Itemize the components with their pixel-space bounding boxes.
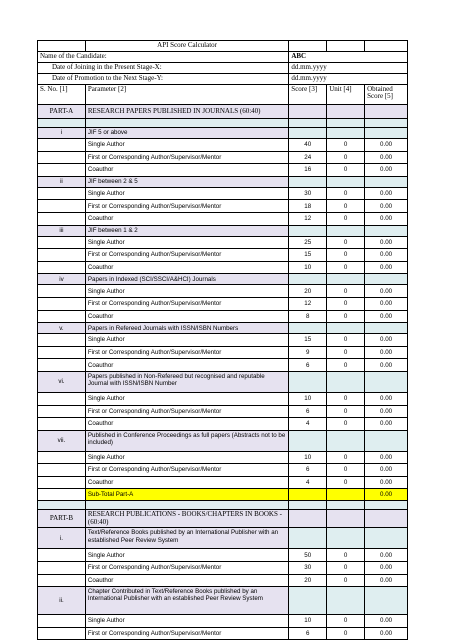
obtained-score-cell: 0.00 <box>365 359 408 372</box>
doj-value[interactable]: dd.mm.yyyy <box>289 63 408 74</box>
title-row <box>37 40 408 52</box>
score-cell <box>289 119 327 128</box>
table-row <box>37 549 408 562</box>
obtained-score-cell: 0.00 <box>365 237 408 250</box>
obtained-score-cell: 0.00 <box>365 477 408 490</box>
parameter-cell: First or Corresponding Author/Supervisor/Mentor <box>86 152 289 165</box>
name-row <box>37 52 408 63</box>
score-cell <box>289 501 327 510</box>
parameter-cell: JIF between 1 & 2 <box>86 226 289 237</box>
parameter-cell: First or Corresponding Author/Supervisor/Mentor <box>86 562 289 575</box>
obtained-score-cell <box>365 587 408 615</box>
table-row <box>37 477 408 490</box>
parameter-cell: Single Author <box>86 393 289 406</box>
sno-cell: ii. <box>38 587 86 615</box>
parameter-cell: RESEARCH PUBLICATIONS - BOOKS/CHAPTERS IN BOOKS - (60:40) <box>86 510 289 528</box>
obtained-score-cell: 0.00 <box>365 347 408 360</box>
sno-cell <box>38 452 86 465</box>
sno-cell: i <box>38 128 86 139</box>
table-row <box>37 615 408 628</box>
category-row <box>37 323 408 334</box>
obtained-score-cell <box>365 128 408 139</box>
obtained-score-cell: 0.00 <box>365 213 408 226</box>
obtained-score-cell: 0.00 <box>365 249 408 262</box>
score-cell: 12 <box>289 298 327 311</box>
unit-cell[interactable]: 0 <box>327 285 365 298</box>
sno-cell <box>38 119 86 128</box>
part-row <box>37 105 408 119</box>
obtained-score-cell: 0.00 <box>365 188 408 201</box>
score-cell <box>289 105 327 119</box>
obtained-score-cell: 0.00 <box>365 562 408 575</box>
sno-cell <box>38 200 86 213</box>
obtained-score-cell <box>365 372 408 393</box>
dop-value[interactable]: dd.mm.yyyy <box>289 74 408 85</box>
table-row <box>37 213 408 226</box>
obtained-score-cell: 0.00 <box>365 298 408 311</box>
table-row <box>37 334 408 347</box>
parameter-cell: Coauthor <box>86 262 289 275</box>
sno-cell: PART-A <box>38 105 86 119</box>
score-cell: 15 <box>289 249 327 262</box>
score-cell: 20 <box>289 285 327 298</box>
spacer-row <box>37 119 408 128</box>
score-cell <box>289 128 327 139</box>
obtained-score-cell: 0.00 <box>365 489 408 501</box>
empty-cell[interactable] <box>289 41 327 52</box>
category-row <box>37 274 408 285</box>
parameter-cell: Papers in Refereed Journals with ISSN/ISBN Numbers <box>86 323 289 334</box>
empty-cell[interactable] <box>38 41 86 52</box>
sno-cell: ii <box>38 177 86 188</box>
parameter-cell: Coauthor <box>86 418 289 431</box>
sno-cell <box>38 285 86 298</box>
score-cell: 8 <box>289 311 327 324</box>
table-row <box>37 188 408 201</box>
obtained-score-cell: 0.00 <box>365 406 408 419</box>
parameter-cell: Coauthor <box>86 164 289 177</box>
table-row <box>37 298 408 311</box>
sno-cell <box>38 152 86 165</box>
unit-cell <box>327 372 365 393</box>
sno-cell <box>38 311 86 324</box>
obtained-score-cell: 0.00 <box>365 418 408 431</box>
table-row <box>37 452 408 465</box>
sno-cell <box>38 298 86 311</box>
category-row <box>37 528 408 549</box>
sno-cell: PART-B <box>38 510 86 528</box>
score-cell: 10 <box>289 393 327 406</box>
sheet-title: API Score Calculator <box>86 41 289 52</box>
sno-cell <box>38 575 86 588</box>
obtained-score-cell: 0.00 <box>365 334 408 347</box>
score-cell <box>289 528 327 549</box>
parameter-cell: Coauthor <box>86 311 289 324</box>
parameter-cell: First or Corresponding Author/Supervisor/Mentor <box>86 628 289 640</box>
parameter-cell: First or Corresponding Author/Supervisor/Mentor <box>86 200 289 213</box>
obtained-score-cell <box>365 528 408 549</box>
parameter-cell: Coauthor <box>86 359 289 372</box>
dop-label: Date of Promotion to the Next Stage-Y: <box>38 74 289 85</box>
score-cell <box>289 489 327 501</box>
obtained-score-cell <box>365 177 408 188</box>
score-cell <box>289 431 327 452</box>
category-row <box>37 372 408 393</box>
score-cell: 15 <box>289 334 327 347</box>
table-row <box>37 200 408 213</box>
score-cell: 30 <box>289 188 327 201</box>
table-row <box>37 464 408 477</box>
score-cell <box>289 510 327 528</box>
sno-cell: v. <box>38 323 86 334</box>
sno-cell: vi. <box>38 372 86 393</box>
unit-cell <box>327 119 365 128</box>
score-cell: 9 <box>289 347 327 360</box>
unit-cell[interactable]: 0 <box>327 418 365 431</box>
sno-cell <box>38 213 86 226</box>
table-row <box>37 628 408 640</box>
table-row <box>37 359 408 372</box>
obtained-score-cell: 0.00 <box>365 549 408 562</box>
dop-row <box>37 74 408 85</box>
score-cell: 10 <box>289 262 327 275</box>
unit-cell <box>327 587 365 615</box>
sno-cell: i. <box>38 528 86 549</box>
obtained-score-cell: 0.00 <box>365 615 408 628</box>
obtained-score-cell: 0.00 <box>365 311 408 324</box>
score-cell: 6 <box>289 406 327 419</box>
sno-cell <box>38 164 86 177</box>
unit-cell[interactable]: 0 <box>327 359 365 372</box>
table-row <box>37 249 408 262</box>
name-label: Name of the Candidate: <box>38 52 289 63</box>
api-score-sheet <box>37 40 408 640</box>
table-row <box>37 152 408 165</box>
parameter-cell <box>86 119 289 128</box>
score-cell: 6 <box>289 628 327 640</box>
obtained-score-cell <box>365 226 408 237</box>
obtained-score-cell <box>365 274 408 285</box>
parameter-cell: Sub-Total Part-A <box>86 489 289 501</box>
score-cell: 12 <box>289 213 327 226</box>
obtained-score-cell: 0.00 <box>365 200 408 213</box>
category-row <box>37 431 408 452</box>
parameter-cell: Single Author <box>86 237 289 250</box>
header-sno: S. No. [1] <box>38 85 86 105</box>
category-row <box>37 177 408 188</box>
sno-cell <box>38 464 86 477</box>
unit-cell[interactable]: 0 <box>327 575 365 588</box>
obtained-score-cell: 0.00 <box>365 164 408 177</box>
parameter-cell: Single Author <box>86 139 289 152</box>
unit-cell[interactable]: 0 <box>327 393 365 406</box>
parameter-cell: Single Author <box>86 452 289 465</box>
unit-cell[interactable]: 0 <box>327 452 365 465</box>
parameter-cell: Single Author <box>86 188 289 201</box>
parameter-cell: Text/Reference Books published by an International Publisher with an established Peer Review System <box>86 528 289 549</box>
table-row <box>37 285 408 298</box>
unit-cell <box>327 528 365 549</box>
unit-cell[interactable]: 0 <box>327 262 365 275</box>
obtained-score-cell <box>365 105 408 119</box>
unit-cell[interactable]: 0 <box>327 152 365 165</box>
score-cell: 50 <box>289 549 327 562</box>
sno-cell <box>38 249 86 262</box>
unit-cell <box>327 128 365 139</box>
score-cell: 10 <box>289 452 327 465</box>
score-cell <box>289 274 327 285</box>
parameter-cell <box>86 501 289 510</box>
header-score: Score [3] <box>289 85 327 105</box>
score-cell: 10 <box>289 615 327 628</box>
obtained-score-cell <box>365 431 408 452</box>
obtained-score-cell: 0.00 <box>365 464 408 477</box>
parameter-cell: Papers in Indexed (SCI/SSCI/A&HCI) Journals <box>86 274 289 285</box>
table-row <box>37 237 408 250</box>
obtained-score-cell: 0.00 <box>365 139 408 152</box>
unit-cell[interactable]: 0 <box>327 549 365 562</box>
table-row <box>37 562 408 575</box>
parameter-cell: First or Corresponding Author/Supervisor/Mentor <box>86 347 289 360</box>
table-row <box>37 347 408 360</box>
unit-cell[interactable]: 0 <box>327 298 365 311</box>
sno-cell <box>38 406 86 419</box>
parameter-cell: First or Corresponding Author/Supervisor/Mentor <box>86 298 289 311</box>
unit-cell <box>327 323 365 334</box>
score-cell: 4 <box>289 418 327 431</box>
spacer-row <box>37 501 408 510</box>
parameter-cell: First or Corresponding Author/Supervisor/Mentor <box>86 464 289 477</box>
obtained-score-cell: 0.00 <box>365 628 408 640</box>
sno-cell <box>38 615 86 628</box>
parameter-cell: JIF 5 or above <box>86 128 289 139</box>
sno-cell <box>38 477 86 490</box>
subtotal-row <box>37 489 408 501</box>
score-cell: 6 <box>289 464 327 477</box>
category-row <box>37 226 408 237</box>
header-row <box>37 85 408 105</box>
parameter-cell: Coauthor <box>86 213 289 226</box>
unit-cell <box>327 177 365 188</box>
sno-cell: iii <box>38 226 86 237</box>
parameter-cell: First or Corresponding Author/Supervisor/Mentor <box>86 249 289 262</box>
obtained-score-cell: 0.00 <box>365 575 408 588</box>
sno-cell <box>38 562 86 575</box>
unit-cell[interactable]: 0 <box>327 628 365 640</box>
score-cell <box>289 177 327 188</box>
table-row <box>37 418 408 431</box>
score-cell <box>289 372 327 393</box>
doj-row <box>37 63 408 74</box>
score-cell <box>289 587 327 615</box>
header-parameter: Parameter [2] <box>86 85 289 105</box>
name-value[interactable]: ABC <box>289 52 408 63</box>
parameter-cell: Single Author <box>86 615 289 628</box>
score-cell: 16 <box>289 164 327 177</box>
score-cell: 24 <box>289 152 327 165</box>
score-cell: 25 <box>289 237 327 250</box>
obtained-score-cell <box>365 510 408 528</box>
score-cell: 20 <box>289 575 327 588</box>
unit-cell[interactable]: 0 <box>327 464 365 477</box>
unit-cell <box>327 489 365 501</box>
unit-cell <box>327 274 365 285</box>
score-cell: 18 <box>289 200 327 213</box>
score-cell <box>289 323 327 334</box>
sno-cell <box>38 262 86 275</box>
sno-cell <box>38 628 86 640</box>
unit-cell[interactable]: 0 <box>327 213 365 226</box>
unit-cell[interactable]: 0 <box>327 200 365 213</box>
parameter-cell: Chapter Contributed in Text/Reference Books published by an International Publisher with an established Peer Review System <box>86 587 289 615</box>
unit-cell[interactable]: 0 <box>327 477 365 490</box>
unit-cell <box>327 431 365 452</box>
header-unit: Unit [4] <box>327 85 365 105</box>
unit-cell <box>327 226 365 237</box>
unit-cell[interactable]: 0 <box>327 334 365 347</box>
parameter-cell: JIF between 2 & 5 <box>86 177 289 188</box>
parameter-cell: Single Author <box>86 549 289 562</box>
sno-cell <box>38 359 86 372</box>
table-row <box>37 262 408 275</box>
header-obtained-score: Obtained Score [5] <box>365 85 408 105</box>
parameter-cell: Single Author <box>86 334 289 347</box>
score-cell <box>289 226 327 237</box>
part-row <box>37 510 408 528</box>
score-cell: 4 <box>289 477 327 490</box>
parameter-cell: Single Author <box>86 285 289 298</box>
obtained-score-cell <box>365 501 408 510</box>
sno-cell <box>38 347 86 360</box>
parameter-cell: Coauthor <box>86 477 289 490</box>
unit-cell[interactable]: 0 <box>327 139 365 152</box>
sno-cell <box>38 393 86 406</box>
unit-cell[interactable]: 0 <box>327 347 365 360</box>
table-body <box>37 105 408 640</box>
empty-cell[interactable] <box>327 41 365 52</box>
parameter-cell: Published in Conference Proceedings as full papers (Abstracts not to be included) <box>86 431 289 452</box>
sno-cell <box>38 418 86 431</box>
sno-cell <box>38 501 86 510</box>
score-cell: 6 <box>289 359 327 372</box>
empty-cell[interactable] <box>365 41 408 52</box>
category-row <box>37 128 408 139</box>
sno-cell <box>38 237 86 250</box>
sno-cell: vii. <box>38 431 86 452</box>
unit-cell[interactable]: 0 <box>327 406 365 419</box>
obtained-score-cell: 0.00 <box>365 262 408 275</box>
unit-cell <box>327 105 365 119</box>
table-row <box>37 393 408 406</box>
unit-cell[interactable]: 0 <box>327 249 365 262</box>
obtained-score-cell: 0.00 <box>365 285 408 298</box>
table-row <box>37 139 408 152</box>
obtained-score-cell: 0.00 <box>365 152 408 165</box>
table-row <box>37 575 408 588</box>
sno-cell <box>38 334 86 347</box>
unit-cell <box>327 510 365 528</box>
obtained-score-cell <box>365 323 408 334</box>
category-row <box>37 587 408 615</box>
unit-cell[interactable]: 0 <box>327 237 365 250</box>
doj-label: Date of Joining in the Present Stage-X: <box>38 63 289 74</box>
unit-cell[interactable]: 0 <box>327 164 365 177</box>
score-cell: 30 <box>289 562 327 575</box>
parameter-cell: Coauthor <box>86 575 289 588</box>
sno-cell <box>38 549 86 562</box>
unit-cell[interactable]: 0 <box>327 188 365 201</box>
parameter-cell: First or Corresponding Author/Supervisor/Mentor <box>86 406 289 419</box>
unit-cell[interactable]: 0 <box>327 311 365 324</box>
sno-cell <box>38 188 86 201</box>
table-row <box>37 164 408 177</box>
sno-cell: iv <box>38 274 86 285</box>
sno-cell <box>38 139 86 152</box>
score-cell: 40 <box>289 139 327 152</box>
sno-cell <box>38 489 86 501</box>
unit-cell[interactable]: 0 <box>327 615 365 628</box>
unit-cell[interactable]: 0 <box>327 562 365 575</box>
obtained-score-cell: 0.00 <box>365 393 408 406</box>
table-row <box>37 406 408 419</box>
obtained-score-cell: 0.00 <box>365 452 408 465</box>
obtained-score-cell <box>365 119 408 128</box>
table-row <box>37 311 408 324</box>
parameter-cell: Papers published in Non-Refereed but recognised and reputable Journal with ISSN/ISBN Number <box>86 372 289 393</box>
unit-cell <box>327 501 365 510</box>
parameter-cell: RESEARCH PAPERS PUBLISHED IN JOURNALS (60:40) <box>86 105 289 119</box>
